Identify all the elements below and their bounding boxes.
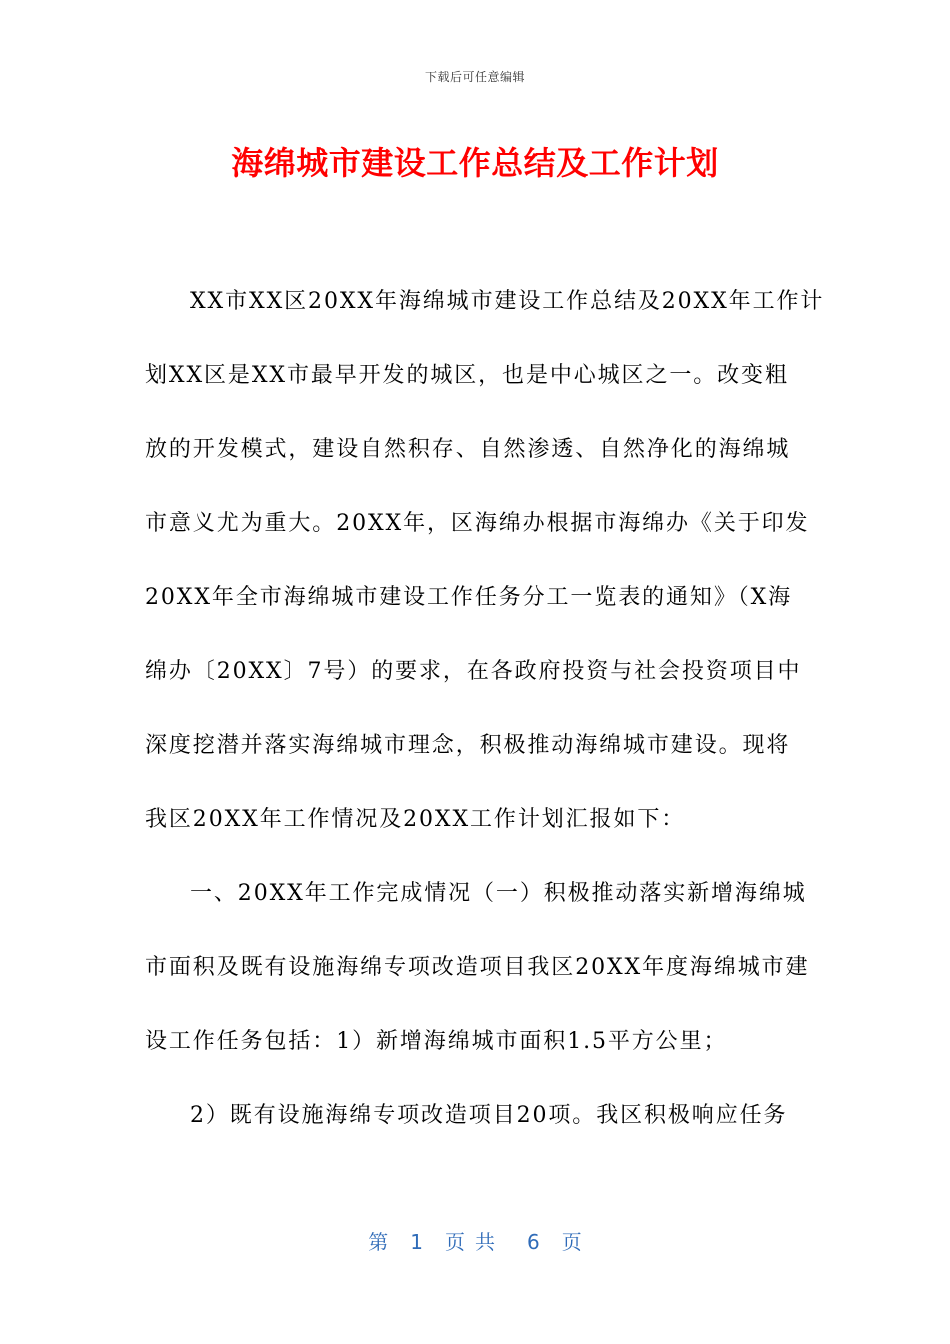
paragraph-line: 20XX年全市海绵城市建设工作任务分工一览表的通知》（X海 <box>145 585 793 610</box>
paragraph-line: 市意义尤为重大。20XX年，区海绵办根据市海绵办《关于印发 <box>145 511 810 536</box>
paragraph-line: 放的开发模式，建设自然积存、自然渗透、自然净化的海绵城 <box>145 437 791 462</box>
paragraph-line: 深度挖潜并落实海绵城市理念，积极推动海绵城市建设。现将 <box>145 733 791 758</box>
header-note: 下载后可任意编辑 <box>424 70 525 84</box>
paragraph-line: 2）既有设施海绵专项改造项目20项。我区积极响应任务 <box>190 1103 788 1128</box>
paragraph-line: 设工作任务包括：1）新增海绵城市面积1.5平方公里； <box>145 1029 728 1054</box>
paragraph-line: 市面积及既有设施海绵专项改造项目我区20XX年度海绵城市建 <box>145 955 810 980</box>
footer-middle: 页共 <box>445 1230 505 1254</box>
paragraph-line: 一、20XX年工作完成情况（一）积极推动落实新增海绵城 <box>190 881 807 906</box>
page-footer <box>0 1226 950 1255</box>
paragraph-line: 划XX区是XX市最早开发的城区，也是中心城区之一。改变粗 <box>145 363 789 388</box>
paragraph-line: 我区20XX年工作情况及20XX工作计划汇报如下： <box>145 807 686 832</box>
document-title: 海绵城市建设工作总结及工作计划 <box>231 144 719 182</box>
footer-suffix: 页 <box>561 1230 582 1254</box>
paragraph-line: XX市XX区20XX年海绵城市建设工作总结及20XX年工作计 <box>190 289 825 314</box>
paragraph-line: 绵办〔20XX〕7号）的要求，在各政府投资与社会投资项目中 <box>145 659 802 684</box>
footer-prefix: 第 <box>368 1230 389 1254</box>
footer-current-page: 1 <box>410 1230 423 1254</box>
footer-total-pages: 6 <box>527 1230 540 1254</box>
